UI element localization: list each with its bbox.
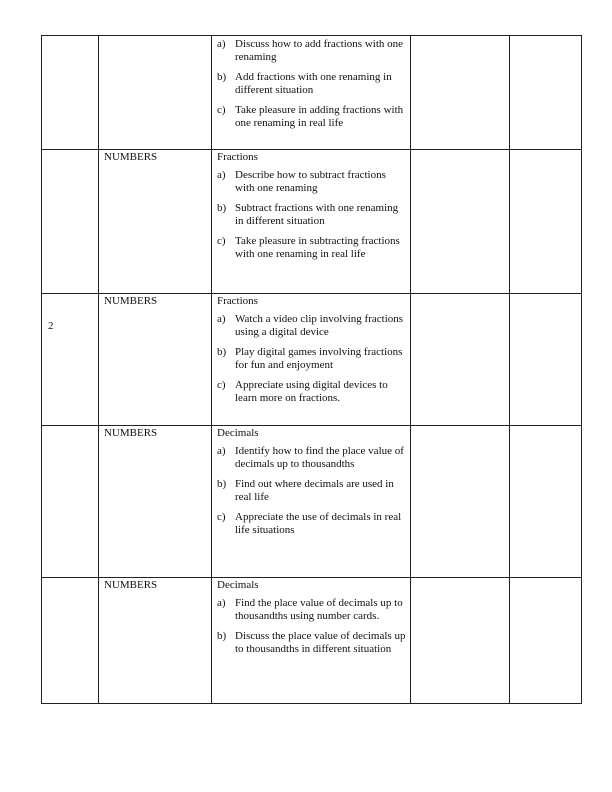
table-row xyxy=(42,150,582,294)
list-marker: a) xyxy=(217,445,226,457)
list-marker: b) xyxy=(217,346,227,358)
outcome-text: Take pleasure in adding fractions with one renaming in real life xyxy=(235,104,404,129)
scheme-of-work-table xyxy=(41,35,582,704)
outcome-text: Take pleasure in subtracting fractions with one renaming in real life xyxy=(235,235,400,260)
empty-cell xyxy=(411,426,510,578)
outcome-text: Identify how to find the place value of decimals up to thousandths xyxy=(235,445,404,470)
list-item xyxy=(217,202,407,228)
outcomes-cell xyxy=(212,578,411,704)
outcomes-list xyxy=(212,169,410,265)
strand-cell xyxy=(99,150,212,294)
list-marker: a) xyxy=(217,169,226,181)
outcomes-list xyxy=(212,597,410,660)
list-marker: a) xyxy=(217,597,226,609)
outcomes-list xyxy=(212,445,410,541)
list-marker: a) xyxy=(217,38,226,50)
week-cell xyxy=(42,294,99,426)
outcomes-cell xyxy=(212,150,411,294)
outcome-text: Watch a video clip involving fractions using a digital device xyxy=(235,313,404,338)
strand-cell xyxy=(99,294,212,426)
list-item xyxy=(217,346,407,372)
list-item xyxy=(217,597,407,623)
substrand-label: Decimals xyxy=(217,579,259,591)
substrand-label: Fractions xyxy=(217,151,258,163)
outcome-text: Discuss the place value of decimals up to thousandths in different situation xyxy=(235,630,406,655)
table-row xyxy=(42,36,582,150)
table-row xyxy=(42,578,582,704)
outcome-text: Play digital games involving fractions for fun and enjoyment xyxy=(235,346,403,371)
table-row xyxy=(42,294,582,426)
outcome-text: Subtract fractions with one renaming in different situation xyxy=(235,202,399,227)
list-marker: a) xyxy=(217,313,226,325)
empty-cell xyxy=(510,426,582,578)
list-item xyxy=(217,169,407,195)
list-item xyxy=(217,478,407,504)
list-marker: b) xyxy=(217,630,227,642)
substrand-label: Fractions xyxy=(217,295,258,307)
outcomes-list xyxy=(212,313,410,409)
list-item xyxy=(217,38,407,64)
list-marker: b) xyxy=(217,71,227,83)
strand-label: NUMBERS xyxy=(104,151,158,163)
list-item xyxy=(217,445,407,471)
empty-cell xyxy=(411,36,510,150)
table-row xyxy=(42,426,582,578)
week-cell xyxy=(42,578,99,704)
list-marker: c) xyxy=(217,511,226,523)
outcome-text: Find the place value of decimals up to thousandths using number cards. xyxy=(235,597,403,622)
empty-cell xyxy=(411,150,510,294)
outcomes-cell xyxy=(212,426,411,578)
empty-cell xyxy=(411,294,510,426)
week-number: 2 xyxy=(48,320,54,332)
week-cell xyxy=(42,150,99,294)
outcome-text: Add fractions with one renaming in different situation xyxy=(235,71,392,96)
list-item xyxy=(217,379,407,405)
outcomes-cell xyxy=(212,36,411,150)
outcome-text: Describe how to subtract fractions with one renaming xyxy=(235,169,386,194)
empty-cell xyxy=(510,150,582,294)
outcome-text: Appreciate using digital devices to learn more on fractions. xyxy=(235,379,388,404)
list-marker: c) xyxy=(217,379,226,391)
strand-label: NUMBERS xyxy=(104,427,158,439)
empty-cell xyxy=(510,36,582,150)
strand-label xyxy=(99,36,211,37)
list-marker: c) xyxy=(217,104,226,116)
strand-cell xyxy=(99,426,212,578)
list-item xyxy=(217,313,407,339)
list-item xyxy=(217,630,407,656)
list-marker: c) xyxy=(217,235,226,247)
empty-cell xyxy=(510,578,582,704)
outcome-text: Find out where decimals are used in real life xyxy=(235,478,394,503)
outcomes-list xyxy=(212,38,410,134)
outcome-text: Appreciate the use of decimals in real life situations xyxy=(235,511,402,536)
empty-cell xyxy=(510,294,582,426)
outcomes-cell xyxy=(212,294,411,426)
empty-cell xyxy=(411,578,510,704)
strand-label: NUMBERS xyxy=(104,579,158,591)
list-item xyxy=(217,104,407,130)
strand-cell xyxy=(99,36,212,150)
list-item xyxy=(217,71,407,97)
week-cell xyxy=(42,36,99,150)
strand-label: NUMBERS xyxy=(104,295,158,307)
outcome-text: Discuss how to add fractions with one renaming xyxy=(235,38,404,63)
list-item xyxy=(217,511,407,537)
strand-cell xyxy=(99,578,212,704)
list-marker: b) xyxy=(217,478,227,490)
list-marker: b) xyxy=(217,202,227,214)
substrand-label: Decimals xyxy=(217,427,259,439)
list-item xyxy=(217,235,407,261)
week-cell xyxy=(42,426,99,578)
